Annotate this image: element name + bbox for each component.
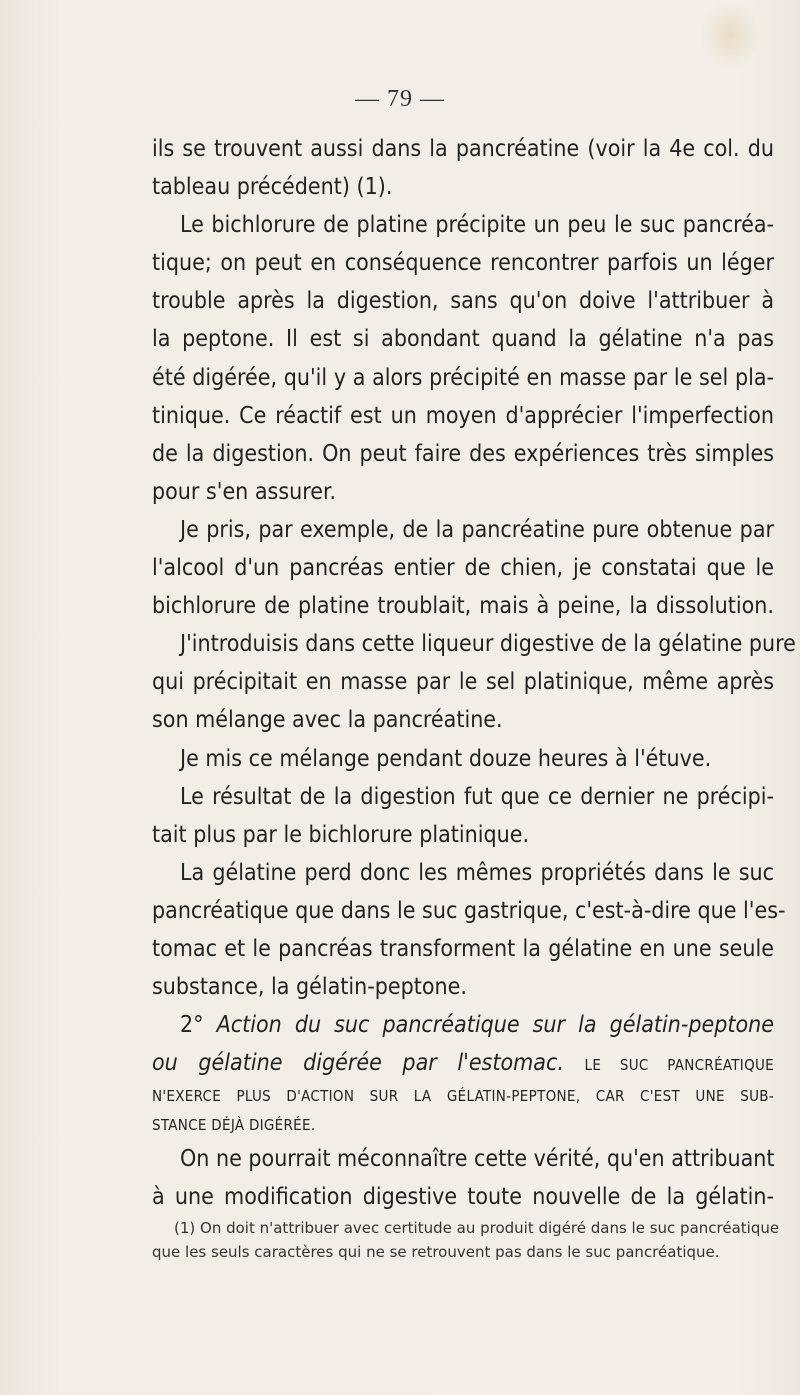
page-number: — 79 — <box>355 86 445 112</box>
text-line-20: La gélatine perd donc les mêmes propriétés dans le suc <box>180 859 774 886</box>
text-line-10: pour s'en assurer. <box>152 478 336 505</box>
closing-paragraph-lines <box>152 1140 774 1216</box>
text-line-17: Je mis ce mélange pendant douze heures à l'étuve. <box>180 745 712 772</box>
footnote-line-1: (1) On doit n'attribuer avec certitude au produit digéré dans le suc pancréatique <box>174 1219 780 1237</box>
text-line-5: trouble après la digestion, sans qu'on doive l'attribuer à <box>152 288 774 315</box>
text-line-1: ils se trouvent aussi dans la pancréatine (voir la 4e col. du <box>152 136 774 162</box>
text-line-21: pancréatique que dans le suc gastrique, c'est-à-dire que l'es- <box>152 897 786 924</box>
text-line-9: de la digestion. On peut faire des expériences très simples <box>152 440 774 467</box>
footnote-line-2: que les seuls caractères qui ne se retrouvent pas dans le suc pancréatique. <box>152 1243 720 1261</box>
section-heading-line-2 <box>152 1044 774 1082</box>
text-line-18: Le résultat de la digestion fut que ce dernier ne précipi- <box>180 783 774 810</box>
section-title-part-1: Action du suc pancréatique sur la gélatin-peptone <box>216 1012 774 1039</box>
text-line-19: tait plus par le bichlorure platinique. <box>152 821 530 848</box>
section-title-part-2: ou gélatine digérée par l'estomac. <box>152 1050 564 1077</box>
section-number: 2° <box>180 1012 204 1039</box>
section-summary-part-1: LE SUC PANCRÉATIQUE <box>584 1056 774 1075</box>
text-line-23: substance, la gélatin-peptone. <box>152 974 467 1001</box>
text-line-7: été digérée, qu'il y a alors précipité en masse par le sel pla- <box>152 364 774 391</box>
paper-stain <box>700 0 760 70</box>
text-line-13: bichlorure de platine troublait, mais à peine, la dissolution. <box>152 593 774 620</box>
text-line-16: son mélange avec la pancréatine. <box>152 707 503 734</box>
text-line-22: tomac et le pancréas transforment la gélatine en une seule <box>152 935 774 962</box>
text-line-14: J'introduisis dans cette liqueur digestive de la gélatine pure <box>180 631 796 658</box>
text-line-6: la peptone. Il est si abondant quand la gélatine n'a pas <box>152 326 774 353</box>
section-heading-line-1 <box>152 1006 774 1044</box>
section-summary-line-3: STANCE DÉJÀ DIGÉRÉE. <box>152 1116 316 1135</box>
text-line-4: tique; on peut en conséquence rencontrer parfois un léger <box>152 250 774 277</box>
text-line-2: tableau précédent) (1). <box>152 174 393 201</box>
text-line-8: tinique. Ce réactif est un moyen d'apprécier l'imperfection <box>152 402 774 429</box>
closing-text-line-1: On ne pourrait méconnaître cette vérité, qu'en attribuant <box>180 1146 775 1173</box>
section-summary-line-2: N'EXERCE PLUS D'ACTION SUR LA GÉLATIN-PEPTONE, CAR C'EST UNE SUB- <box>152 1087 774 1106</box>
footnote <box>152 1216 780 1264</box>
text-line-15: qui précipitait en masse par le sel platinique, même après <box>152 669 774 696</box>
text-line-11: Je pris, par exemple, de la pancréatine pure obtenue par <box>180 516 774 543</box>
text-line-12: l'alcool d'un pancréas entier de chien, je constatai que le <box>152 555 774 582</box>
paragraph-lines <box>152 130 796 1006</box>
closing-text-line-2: à une modification digestive toute nouvelle de la gélatin- <box>152 1184 774 1211</box>
body-text <box>152 130 796 1217</box>
text-line-3: Le bichlorure de platine précipite un peu le suc pancréa- <box>180 212 774 239</box>
